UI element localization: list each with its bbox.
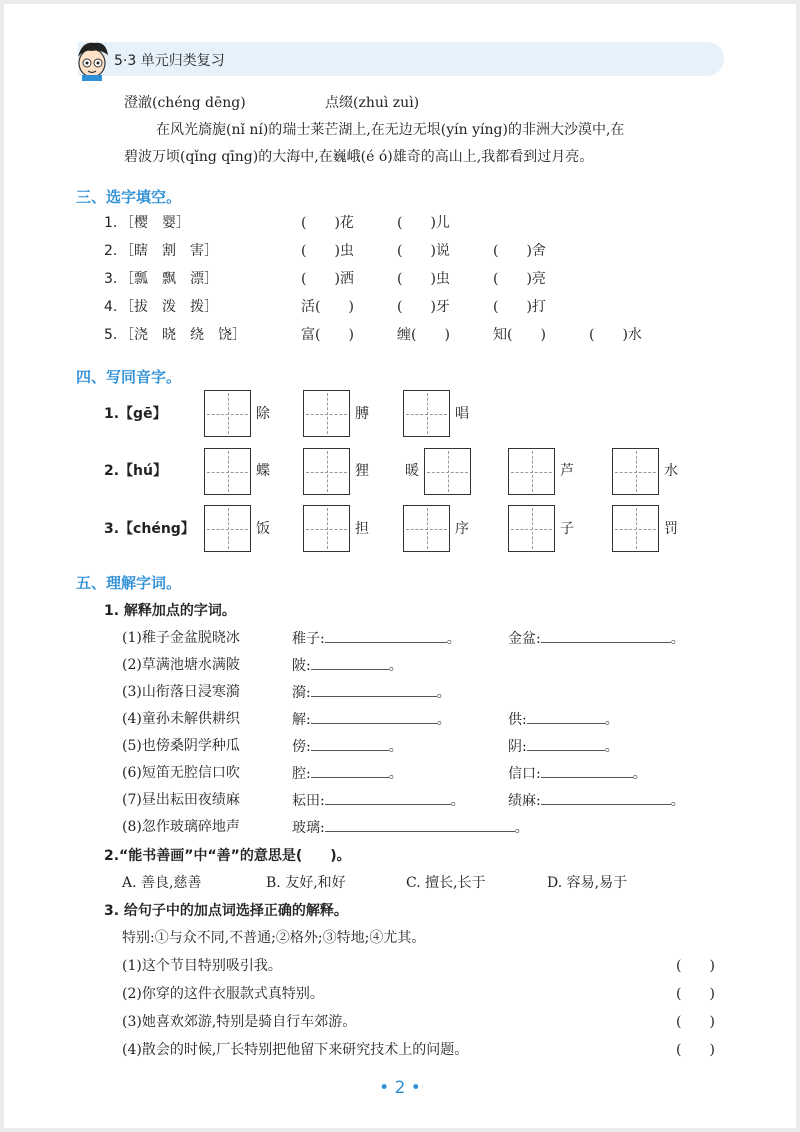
intro-line-2: 在风光旖旎(nǐ ní)的瑞士莱芒湖上,在无边无垠(yín yíng)的非洲大沙漠中,在	[156, 122, 625, 138]
blank-label: 陂:	[292, 658, 311, 674]
blank-label: 绩麻:	[508, 793, 541, 809]
blank-end: 。	[388, 766, 403, 782]
blank-label: 解:	[292, 712, 311, 728]
s3-row2-item2: ( )说	[397, 243, 450, 259]
writing-box[interactable]	[204, 448, 251, 495]
s3-row2-chars: ［瞎 割 害］	[120, 243, 218, 259]
s5-q2-option-c: C. 擅长,长于	[406, 875, 486, 891]
blank-label: 供:	[508, 712, 527, 728]
s4-row1-label: 1.【gē】	[104, 406, 167, 422]
writing-box[interactable]	[204, 505, 251, 552]
answer-blank[interactable]	[527, 737, 605, 751]
writing-box[interactable]	[424, 448, 471, 495]
s4-word: 饭	[256, 521, 270, 537]
s4-word: 芦	[560, 463, 574, 479]
blank-label: 耘田:	[292, 793, 325, 809]
s3-row2-num: 2.	[104, 243, 118, 259]
s5-q1-poem: (7)昼出耘田夜绩麻	[122, 792, 240, 808]
s3-row3-chars: ［瓢 飘 漂］	[120, 271, 218, 287]
answer-blank[interactable]	[325, 818, 515, 832]
s5-q2-option-d: D. 容易,易于	[547, 875, 628, 891]
section-3-title: 三、选字填空。	[76, 188, 182, 206]
blank-label: 腔:	[292, 766, 311, 782]
s5-q3-item: (3)她喜欢郊游,特别是骑自行车郊游。	[122, 1014, 357, 1030]
blank-end: 。	[632, 766, 647, 782]
s3-row4-num: 4.	[104, 299, 118, 315]
writing-box[interactable]	[612, 448, 659, 495]
page-number: • 2 •	[379, 1078, 421, 1098]
s5-q3-item: (4)散会的时候,厂长特别把他留下来研究技术上的问题。	[122, 1042, 469, 1058]
s4-word: 暖	[405, 463, 419, 479]
s3-row4-item1: 活( )	[301, 299, 354, 315]
s5-q3-definition: 特别:①与众不同,不普通;②格外;③特地;④尤其。	[122, 930, 426, 946]
s4-word: 膊	[355, 406, 369, 422]
answer-blank[interactable]	[325, 791, 451, 805]
s5-q1-poem: (5)也傍桑阴学种瓜	[122, 738, 240, 754]
s3-row1-num: 1.	[104, 215, 118, 231]
blank-label: 漪:	[292, 685, 311, 701]
blank-label: 金盆:	[508, 631, 541, 647]
intro-line-3: 碧波万顷(qǐng qīng)的大海中,在巍峨(é ó)雄奇的高山上,我都看到过月亮。	[124, 149, 594, 165]
writing-box[interactable]	[403, 505, 450, 552]
s4-word: 水	[664, 463, 678, 479]
s5-q2-option-a: A. 善良,慈善	[122, 875, 202, 891]
s5-q1-a	[292, 710, 451, 729]
writing-box[interactable]	[303, 505, 350, 552]
s3-row5-item4: ( )水	[589, 327, 642, 343]
s5-q1-poem: (4)童孙未解供耕织	[122, 711, 240, 727]
answer-paren[interactable]: ( )	[676, 986, 715, 1002]
s3-row3-item2: ( )虫	[397, 271, 450, 287]
s3-row3-item1: ( )洒	[301, 271, 354, 287]
s5-q1-poem: (8)忽作玻璃碎地声	[122, 819, 240, 835]
blank-label: 稚子:	[292, 631, 325, 647]
s4-word: 序	[455, 521, 469, 537]
s3-row5-chars: ［浇 晓 绕 饶］	[120, 327, 246, 343]
writing-box[interactable]	[403, 390, 450, 437]
header-title: 5·3 单元归类复习	[114, 53, 225, 69]
s3-row4-item3: ( )打	[493, 299, 546, 315]
blank-end: 。	[670, 793, 685, 809]
s5-q1-poem: (3)山衔落日浸寒漪	[122, 684, 240, 700]
s3-row5-item1: 富( )	[301, 327, 354, 343]
s5-q1-b	[508, 710, 619, 729]
s5-q3-item: (2)你穿的这件衣服款式真特别。	[122, 986, 324, 1002]
blank-end: 。	[446, 631, 461, 647]
section-4-title: 四、写同音字。	[76, 368, 182, 386]
s3-row3-num: 3.	[104, 271, 118, 287]
writing-box[interactable]	[303, 390, 350, 437]
s5-q1-poem: (1)稚子金盆脱晓冰	[122, 630, 240, 646]
s5-q1-b	[508, 737, 619, 756]
s5-q1-a	[292, 791, 465, 810]
section-5-title: 五、理解字词。	[76, 574, 182, 592]
s5-q1-b	[508, 791, 685, 810]
s3-row4-chars: ［拔 泼 拨］	[120, 299, 218, 315]
s5-q1-b	[508, 764, 647, 783]
s3-row5-item3: 知( )	[493, 327, 546, 343]
blank-end: 。	[670, 631, 685, 647]
s5-q2-option-b: B. 友好,和好	[266, 875, 346, 891]
s3-row5-item2: 缠( )	[397, 327, 450, 343]
answer-blank[interactable]	[541, 764, 633, 778]
blank-label: 信口:	[508, 766, 541, 782]
blank-end: 。	[388, 739, 403, 755]
s5-q1-a	[292, 737, 403, 756]
s5-q1-a	[292, 764, 403, 783]
s5-q1-title: 1. 解释加点的字词。	[104, 603, 236, 619]
answer-blank[interactable]	[541, 791, 671, 805]
boy-mascot-icon	[70, 37, 114, 81]
s4-word: 蝶	[256, 463, 270, 479]
answer-blank[interactable]	[311, 710, 437, 724]
answer-paren[interactable]: ( )	[676, 1042, 715, 1058]
answer-blank[interactable]	[311, 656, 389, 670]
s3-row5-num: 5.	[104, 327, 118, 343]
s5-q2-title: 2.“能书善画”中“善”的意思是( )。	[104, 848, 351, 864]
answer-blank[interactable]	[311, 683, 437, 697]
s5-q1-a	[292, 629, 461, 648]
s3-row4-item2: ( )牙	[397, 299, 450, 315]
s4-row2-label: 2.【hú】	[104, 463, 167, 479]
s3-row1-item2: ( )儿	[397, 215, 450, 231]
s5-q3-item: (1)这个节目特别吸引我。	[122, 958, 282, 974]
answer-blank[interactable]	[527, 710, 605, 724]
s5-q3-title: 3. 给句子中的加点词选择正确的解释。	[104, 903, 348, 919]
blank-end: 。	[514, 820, 529, 836]
s4-word: 狸	[355, 463, 369, 479]
s3-row1-item1: ( )花	[301, 215, 354, 231]
answer-blank[interactable]	[311, 764, 389, 778]
blank-end: 。	[388, 658, 403, 674]
blank-end: 。	[436, 712, 451, 728]
s5-q1-poem: (2)草满池塘水满陂	[122, 657, 240, 673]
s4-word: 除	[256, 406, 270, 422]
writing-box[interactable]	[303, 448, 350, 495]
s5-q1-b	[508, 629, 685, 648]
s3-row3-item3: ( )亮	[493, 271, 546, 287]
s5-q1-a	[292, 683, 451, 702]
s4-word: 唱	[455, 406, 469, 422]
blank-label: 傍:	[292, 739, 311, 755]
writing-box[interactable]	[204, 390, 251, 437]
answer-paren[interactable]: ( )	[676, 1014, 715, 1030]
s4-word: 罚	[664, 521, 678, 537]
writing-box[interactable]	[612, 505, 659, 552]
writing-box[interactable]	[508, 448, 555, 495]
s4-word: 子	[560, 521, 574, 537]
answer-blank[interactable]	[541, 629, 671, 643]
blank-end: 。	[604, 712, 619, 728]
s3-row2-item3: ( )舍	[493, 243, 546, 259]
intro-word-1: 澄澈(chéng dēng)	[124, 95, 246, 111]
answer-blank[interactable]	[311, 737, 389, 751]
blank-end: 。	[450, 793, 465, 809]
intro-word-2: 点缀(zhuì zuì)	[325, 95, 420, 111]
s3-row1-chars: ［樱 婴］	[120, 215, 190, 231]
blank-end: 。	[436, 685, 451, 701]
answer-paren[interactable]: ( )	[676, 958, 715, 974]
s5-q1-a	[292, 656, 403, 675]
s4-word: 担	[355, 521, 369, 537]
writing-box[interactable]	[508, 505, 555, 552]
s5-q1-poem: (6)短笛无腔信口吹	[122, 765, 240, 781]
blank-label: 阴:	[508, 739, 527, 755]
s3-row2-item1: ( )虫	[301, 243, 354, 259]
s4-row3-label: 3.【chéng】	[104, 521, 195, 537]
blank-label: 玻璃:	[292, 820, 325, 836]
answer-blank[interactable]	[325, 629, 447, 643]
s5-q1-a	[292, 818, 529, 837]
blank-end: 。	[604, 739, 619, 755]
